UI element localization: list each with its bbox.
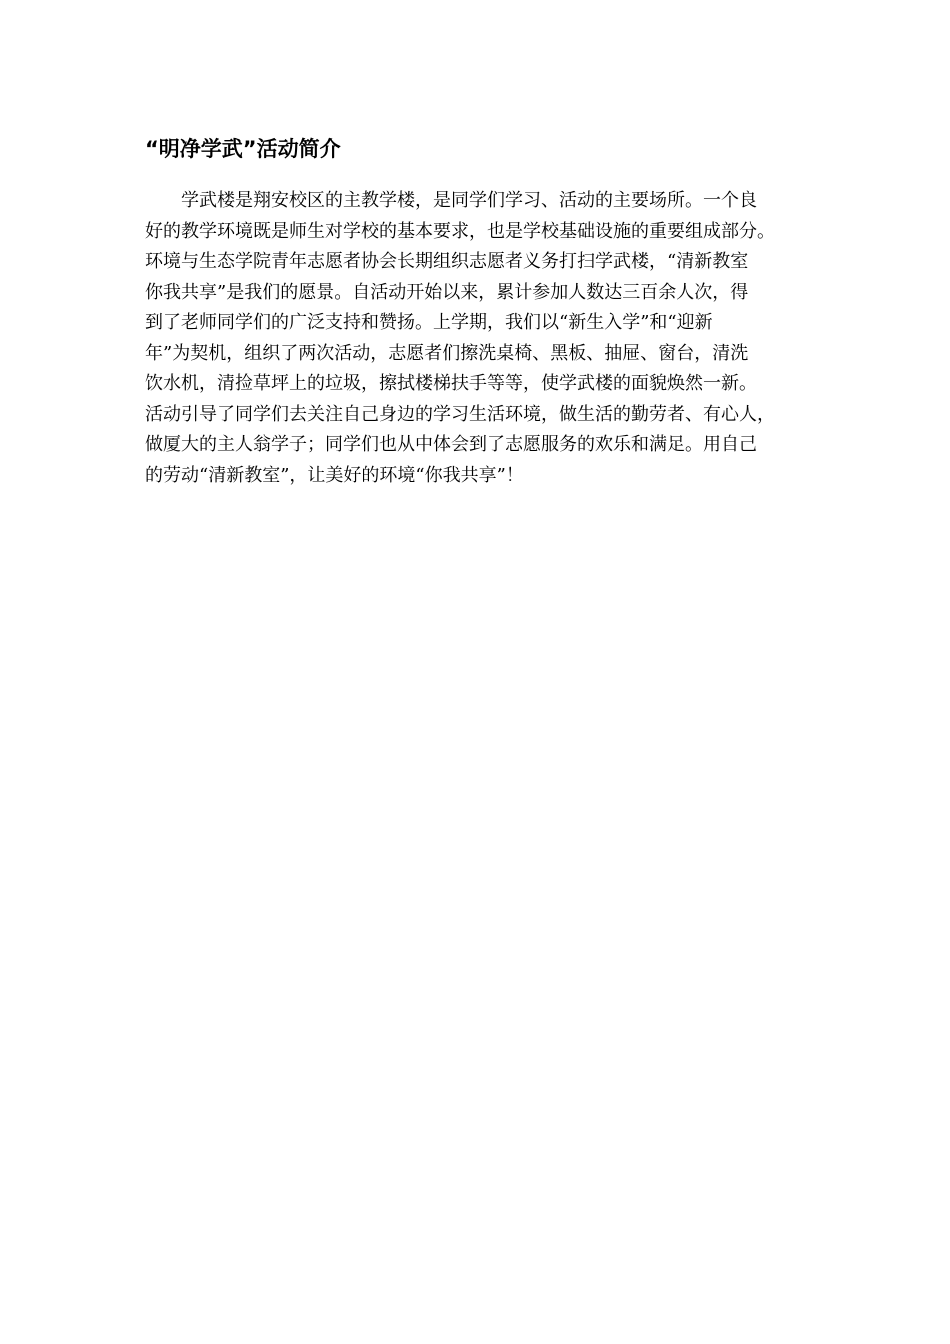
body-line: 学武楼是翔安校区的主教学楼，是同学们学习、活动的主要场所。一个良 — [181, 190, 757, 211]
document-title: “明净学武”活动简介 — [145, 137, 341, 161]
document-body — [145, 186, 825, 491]
body-line: 好的教学环境既是师生对学校的基本要求，也是学校基础设施的重要组成部分。 — [145, 220, 775, 242]
body-line: 活动引导了同学们去关注自己身边的学习生活环境，做生活的勤劳者、有心人， — [145, 403, 775, 425]
body-line: 的劳动“清新教室”，让美好的环境“你我共享”！ — [145, 464, 524, 486]
body-line: 做厦大的主人翁学子；同学们也从中体会到了志愿服务的欢乐和满足。用自己 — [145, 434, 757, 455]
body-line: 年”为契机，组织了两次活动，志愿者们擦洗桌椅、黑板、抽屉、窗台，清洗 — [145, 342, 749, 364]
body-line: 饮水机，清捡草坪上的垃圾，擦拭楼梯扶手等等，使学武楼的面貌焕然一新。 — [145, 373, 757, 394]
body-line: 到了老师同学们的广泛支持和赞扬。上学期，我们以“新生入学”和“迎新 — [145, 312, 713, 333]
body-line: 你我共享”是我们的愿景。自活动开始以来，累计参加人数达三百余人次，得 — [145, 281, 749, 303]
body-line: 环境与生态学院青年志愿者协会长期组织志愿者义务打扫学武楼，“清新教室 — [145, 251, 749, 272]
